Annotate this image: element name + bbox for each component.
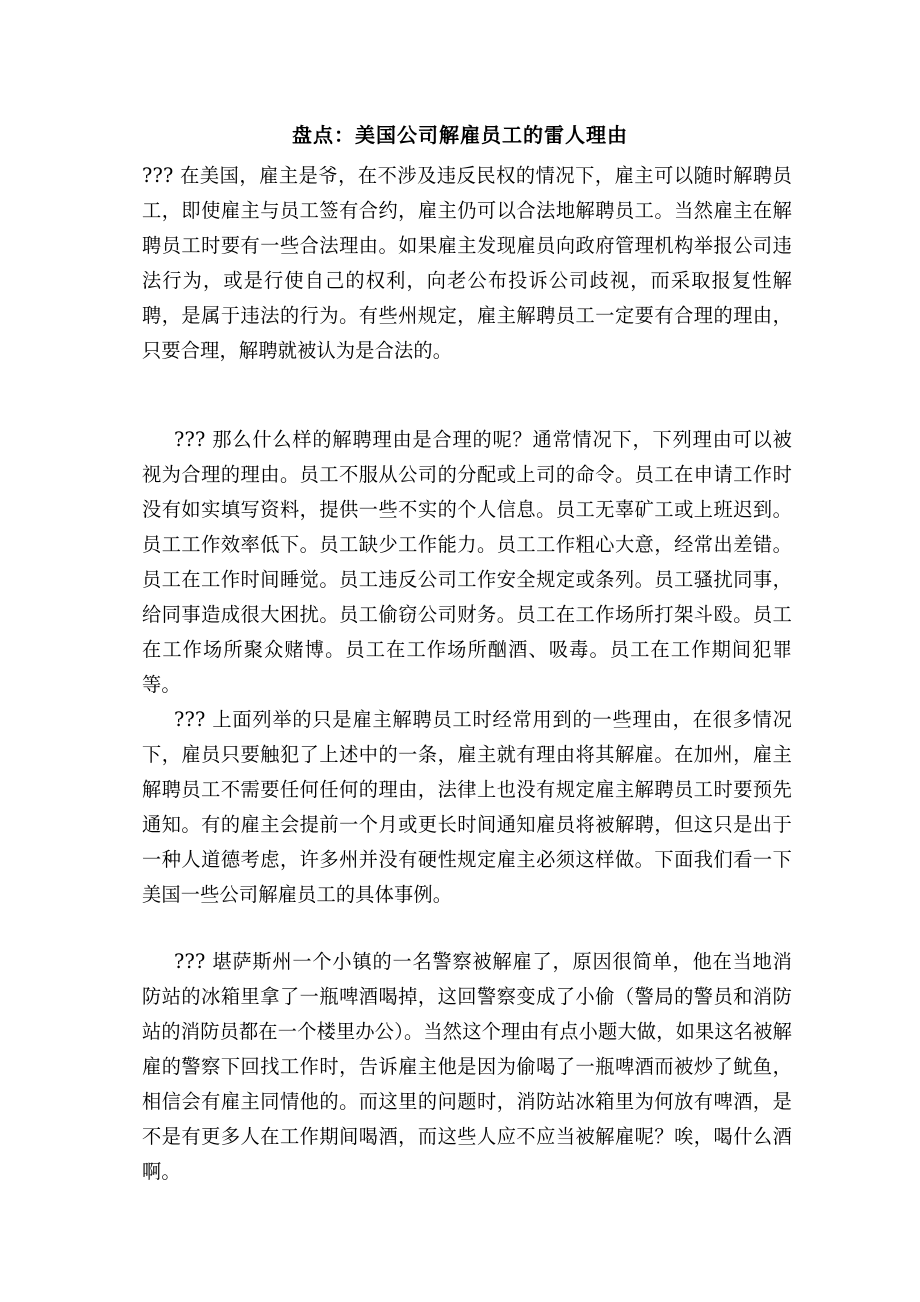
paragraph-1: ??? 在美国，雇主是爷，在不涉及违反民权的情况下，雇主可以随时解聘员工，即使雇主与员工签有合约，雇主仍可以合法地解聘员工。当然雇主在解聘员工时要有一些合法理由。如果雇主发现雇员向政府管理机构举报公司违法行为，或是行使自己的权利，向老公布投诉公司歧视，而采取报复性解聘，是属于违法的行为。有些州规定，雇主解聘员工一定要有合理的理由，只要合理，解聘就被认为是合法的。 [142, 164, 792, 362]
document-title: 盘点：美国公司解雇员工的雷人理由 [292, 123, 628, 147]
paragraph-2: ??? 那么什么样的解聘理由是合理的呢？通常情况下，下列理由可以被视为合理的理由。员工不服从公司的分配或上司的命令。员工在申请工作时没有如实填写资料，提供一些不实的个人信息。员工无辜矿工或上班迟到。员工工作效率低下。员工缺少工作能力。员工工作粗心大意，经常出差错。员工在工作时间睡觉。员工违反公司工作安全规定或条列。员工骚扰同事，给同事造成很大困扰。员工偷窃公司财务。员工在工作场所打架斗殴。员工在工作场所聚众赌博。员工在工作场所酗酒、吸毒。员工在工作期间犯罪等。 [142, 428, 792, 696]
paragraph-4: ??? 堪萨斯州一个小镇的一名警察被解雇了，原因很简单，他在当地消防站的冰箱里拿了一瓶啤酒喝掉，这回警察变成了小偷（警局的警员和消防站的消防员都在一个楼里办公）。当然这个理由有点小题大做，如果这名被解雇的警察下回找工作时，告诉雇主他是因为偷喝了一瓶啤酒而被炒了鱿鱼，相信会有雇主同情他的。而这里的问题时，消防站冰箱里为何放有啤酒，是不是有更多人在工作期间喝酒，而这些人应不应当被解雇呢？唉，喝什么酒啊。 [142, 950, 792, 1183]
paragraph-3: ??? 上面列举的只是雇主解聘员工时经常用到的一些理由，在很多情况下，雇员只要触犯了上述中的一条，雇主就有理由将其解雇。在加州，雇主解聘员工不需要任何任何的理由，法律上也没有规定雇主解聘员工时要预先通知。有的雇主会提前一个月或更长时间通知雇员将被解聘，但这只是出于一种人道德考虑，许多州并没有硬性规定雇主必须这样做。下面我们看一下美国一些公司解雇员工的具体事例。 [142, 708, 792, 906]
